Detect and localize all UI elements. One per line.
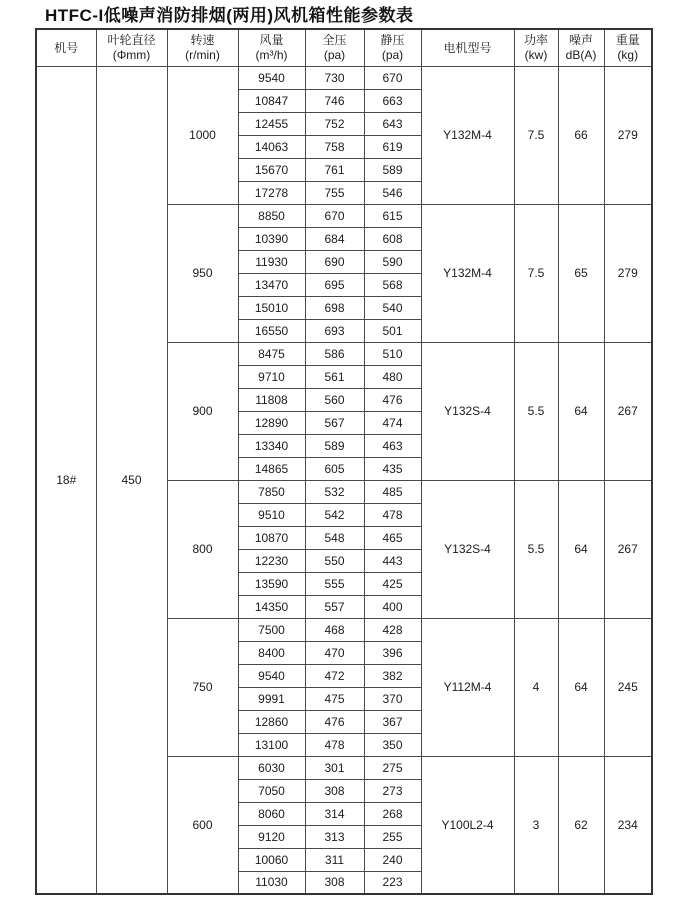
static-pressure-cell: 367 bbox=[364, 710, 421, 733]
static-pressure-cell: 663 bbox=[364, 89, 421, 112]
static-pressure-cell: 510 bbox=[364, 342, 421, 365]
airflow-cell: 9540 bbox=[238, 664, 305, 687]
weight-cell: 234 bbox=[604, 756, 652, 894]
airflow-cell: 8400 bbox=[238, 641, 305, 664]
static-pressure-cell: 273 bbox=[364, 779, 421, 802]
total-pressure-cell: 690 bbox=[305, 250, 364, 273]
header-unit: (Φmm) bbox=[112, 47, 151, 62]
total-pressure-cell: 472 bbox=[305, 664, 364, 687]
speed-cell: 750 bbox=[167, 618, 238, 756]
static-pressure-cell: 478 bbox=[364, 503, 421, 526]
header-label: 风量 bbox=[259, 33, 284, 48]
airflow-cell: 9540 bbox=[238, 66, 305, 89]
static-pressure-cell: 443 bbox=[364, 549, 421, 572]
noise-cell: 64 bbox=[558, 618, 604, 756]
static-pressure-cell: 275 bbox=[364, 756, 421, 779]
total-pressure-cell: 755 bbox=[305, 181, 364, 204]
total-pressure-cell: 605 bbox=[305, 457, 364, 480]
noise-cell: 66 bbox=[558, 66, 604, 204]
airflow-cell: 12890 bbox=[238, 411, 305, 434]
table-body bbox=[36, 66, 652, 894]
header-unit: (kg) bbox=[617, 47, 639, 62]
noise-cell: 64 bbox=[558, 480, 604, 618]
airflow-cell: 14865 bbox=[238, 457, 305, 480]
airflow-cell: 11808 bbox=[238, 388, 305, 411]
static-pressure-cell: 546 bbox=[364, 181, 421, 204]
total-pressure-cell: 561 bbox=[305, 365, 364, 388]
power-cell: 7.5 bbox=[514, 204, 558, 342]
static-pressure-cell: 568 bbox=[364, 273, 421, 296]
airflow-cell: 10060 bbox=[238, 848, 305, 871]
static-pressure-cell: 463 bbox=[364, 434, 421, 457]
total-pressure-cell: 542 bbox=[305, 503, 364, 526]
header-static-pressure bbox=[364, 29, 421, 66]
weight-cell: 279 bbox=[604, 204, 652, 342]
speed-cell: 800 bbox=[167, 480, 238, 618]
static-pressure-cell: 255 bbox=[364, 825, 421, 848]
motor-model-cell: Y132S-4 bbox=[421, 342, 514, 480]
total-pressure-cell: 468 bbox=[305, 618, 364, 641]
header-power bbox=[514, 29, 558, 66]
static-pressure-cell: 474 bbox=[364, 411, 421, 434]
static-pressure-cell: 589 bbox=[364, 158, 421, 181]
airflow-cell: 7050 bbox=[238, 779, 305, 802]
power-cell: 5.5 bbox=[514, 342, 558, 480]
static-pressure-cell: 382 bbox=[364, 664, 421, 687]
header-total-pressure bbox=[305, 29, 364, 66]
static-pressure-cell: 396 bbox=[364, 641, 421, 664]
header-label: 机号 bbox=[54, 40, 79, 55]
total-pressure-cell: 475 bbox=[305, 687, 364, 710]
total-pressure-cell: 313 bbox=[305, 825, 364, 848]
total-pressure-cell: 695 bbox=[305, 273, 364, 296]
total-pressure-cell: 308 bbox=[305, 871, 364, 894]
table-header bbox=[36, 29, 652, 66]
header-unit: (pa) bbox=[381, 47, 404, 62]
header-unit: (pa) bbox=[323, 47, 346, 62]
total-pressure-cell: 684 bbox=[305, 227, 364, 250]
impeller-diameter-cell: 450 bbox=[96, 66, 167, 894]
weight-cell: 279 bbox=[604, 66, 652, 204]
weight-cell: 245 bbox=[604, 618, 652, 756]
total-pressure-cell: 555 bbox=[305, 572, 364, 595]
header-unit: (m³/h) bbox=[255, 47, 288, 62]
power-cell: 7.5 bbox=[514, 66, 558, 204]
header-speed bbox=[167, 29, 238, 66]
total-pressure-cell: 589 bbox=[305, 434, 364, 457]
airflow-cell: 14350 bbox=[238, 595, 305, 618]
static-pressure-cell: 370 bbox=[364, 687, 421, 710]
noise-cell: 64 bbox=[558, 342, 604, 480]
static-pressure-cell: 240 bbox=[364, 848, 421, 871]
static-pressure-cell: 619 bbox=[364, 135, 421, 158]
total-pressure-cell: 746 bbox=[305, 89, 364, 112]
airflow-cell: 11930 bbox=[238, 250, 305, 273]
total-pressure-cell: 693 bbox=[305, 319, 364, 342]
airflow-cell: 10390 bbox=[238, 227, 305, 250]
total-pressure-cell: 550 bbox=[305, 549, 364, 572]
total-pressure-cell: 586 bbox=[305, 342, 364, 365]
speed-cell: 1000 bbox=[167, 66, 238, 204]
airflow-cell: 16550 bbox=[238, 319, 305, 342]
power-cell: 5.5 bbox=[514, 480, 558, 618]
airflow-cell: 15670 bbox=[238, 158, 305, 181]
header-motor-model bbox=[421, 29, 514, 66]
static-pressure-cell: 476 bbox=[364, 388, 421, 411]
performance-table bbox=[35, 28, 653, 895]
static-pressure-cell: 480 bbox=[364, 365, 421, 388]
header-label: 电机型号 bbox=[443, 40, 492, 55]
header-machine-no bbox=[36, 29, 96, 66]
total-pressure-cell: 308 bbox=[305, 779, 364, 802]
airflow-cell: 13100 bbox=[238, 733, 305, 756]
airflow-cell: 10847 bbox=[238, 89, 305, 112]
total-pressure-cell: 758 bbox=[305, 135, 364, 158]
power-cell: 4 bbox=[514, 618, 558, 756]
static-pressure-cell: 485 bbox=[364, 480, 421, 503]
static-pressure-cell: 425 bbox=[364, 572, 421, 595]
total-pressure-cell: 560 bbox=[305, 388, 364, 411]
airflow-cell: 13470 bbox=[238, 273, 305, 296]
header-unit: (r/min) bbox=[185, 47, 220, 62]
header-airflow bbox=[238, 29, 305, 66]
weight-cell: 267 bbox=[604, 342, 652, 480]
static-pressure-cell: 400 bbox=[364, 595, 421, 618]
header-label: 叶轮直径 bbox=[107, 33, 156, 48]
airflow-cell: 9120 bbox=[238, 825, 305, 848]
header-unit: dB(A) bbox=[565, 47, 597, 62]
total-pressure-cell: 557 bbox=[305, 595, 364, 618]
airflow-cell: 6030 bbox=[238, 756, 305, 779]
speed-cell: 900 bbox=[167, 342, 238, 480]
header-noise bbox=[558, 29, 604, 66]
airflow-cell: 7500 bbox=[238, 618, 305, 641]
motor-model-cell: Y132M-4 bbox=[421, 66, 514, 204]
airflow-cell: 12455 bbox=[238, 112, 305, 135]
header-label: 功率 bbox=[523, 33, 548, 48]
static-pressure-cell: 540 bbox=[364, 296, 421, 319]
total-pressure-cell: 532 bbox=[305, 480, 364, 503]
speed-cell: 600 bbox=[167, 756, 238, 894]
speed-cell: 950 bbox=[167, 204, 238, 342]
motor-model-cell: Y112M-4 bbox=[421, 618, 514, 756]
airflow-cell: 7850 bbox=[238, 480, 305, 503]
header-label: 重量 bbox=[615, 33, 640, 48]
header-label: 转速 bbox=[190, 33, 215, 48]
static-pressure-cell: 501 bbox=[364, 319, 421, 342]
static-pressure-cell: 608 bbox=[364, 227, 421, 250]
static-pressure-cell: 670 bbox=[364, 66, 421, 89]
motor-model-cell: Y100L2-4 bbox=[421, 756, 514, 894]
power-cell: 3 bbox=[514, 756, 558, 894]
airflow-cell: 9710 bbox=[238, 365, 305, 388]
weight-cell: 267 bbox=[604, 480, 652, 618]
airflow-cell: 15010 bbox=[238, 296, 305, 319]
static-pressure-cell: 350 bbox=[364, 733, 421, 756]
airflow-cell: 17278 bbox=[238, 181, 305, 204]
header-weight bbox=[604, 29, 652, 66]
airflow-cell: 14063 bbox=[238, 135, 305, 158]
machine-no-cell: 18# bbox=[36, 66, 96, 894]
airflow-cell: 11030 bbox=[238, 871, 305, 894]
airflow-cell: 12230 bbox=[238, 549, 305, 572]
airflow-cell: 13340 bbox=[238, 434, 305, 457]
table-row bbox=[36, 66, 652, 89]
airflow-cell: 8060 bbox=[238, 802, 305, 825]
static-pressure-cell: 223 bbox=[364, 871, 421, 894]
page-title: HTFC-I低噪声消防排烟(两用)风机箱性能参数表 bbox=[45, 6, 414, 25]
total-pressure-cell: 730 bbox=[305, 66, 364, 89]
noise-cell: 62 bbox=[558, 756, 604, 894]
airflow-cell: 12860 bbox=[238, 710, 305, 733]
static-pressure-cell: 428 bbox=[364, 618, 421, 641]
motor-model-cell: Y132S-4 bbox=[421, 480, 514, 618]
airflow-cell: 10870 bbox=[238, 526, 305, 549]
noise-cell: 65 bbox=[558, 204, 604, 342]
static-pressure-cell: 465 bbox=[364, 526, 421, 549]
total-pressure-cell: 567 bbox=[305, 411, 364, 434]
total-pressure-cell: 670 bbox=[305, 204, 364, 227]
airflow-cell: 9510 bbox=[238, 503, 305, 526]
airflow-cell: 8850 bbox=[238, 204, 305, 227]
static-pressure-cell: 435 bbox=[364, 457, 421, 480]
total-pressure-cell: 301 bbox=[305, 756, 364, 779]
airflow-cell: 13590 bbox=[238, 572, 305, 595]
static-pressure-cell: 268 bbox=[364, 802, 421, 825]
total-pressure-cell: 314 bbox=[305, 802, 364, 825]
total-pressure-cell: 752 bbox=[305, 112, 364, 135]
total-pressure-cell: 470 bbox=[305, 641, 364, 664]
static-pressure-cell: 615 bbox=[364, 204, 421, 227]
motor-model-cell: Y132M-4 bbox=[421, 204, 514, 342]
airflow-cell: 9991 bbox=[238, 687, 305, 710]
static-pressure-cell: 643 bbox=[364, 112, 421, 135]
total-pressure-cell: 478 bbox=[305, 733, 364, 756]
total-pressure-cell: 761 bbox=[305, 158, 364, 181]
static-pressure-cell: 590 bbox=[364, 250, 421, 273]
total-pressure-cell: 311 bbox=[305, 848, 364, 871]
header-unit: (kw) bbox=[524, 47, 548, 62]
header-label: 静压 bbox=[380, 33, 405, 48]
total-pressure-cell: 548 bbox=[305, 526, 364, 549]
header-label: 噪声 bbox=[568, 33, 593, 48]
airflow-cell: 8475 bbox=[238, 342, 305, 365]
total-pressure-cell: 698 bbox=[305, 296, 364, 319]
header-row bbox=[36, 29, 652, 66]
header-impeller-diameter bbox=[96, 29, 167, 66]
header-label: 全压 bbox=[322, 33, 347, 48]
total-pressure-cell: 476 bbox=[305, 710, 364, 733]
